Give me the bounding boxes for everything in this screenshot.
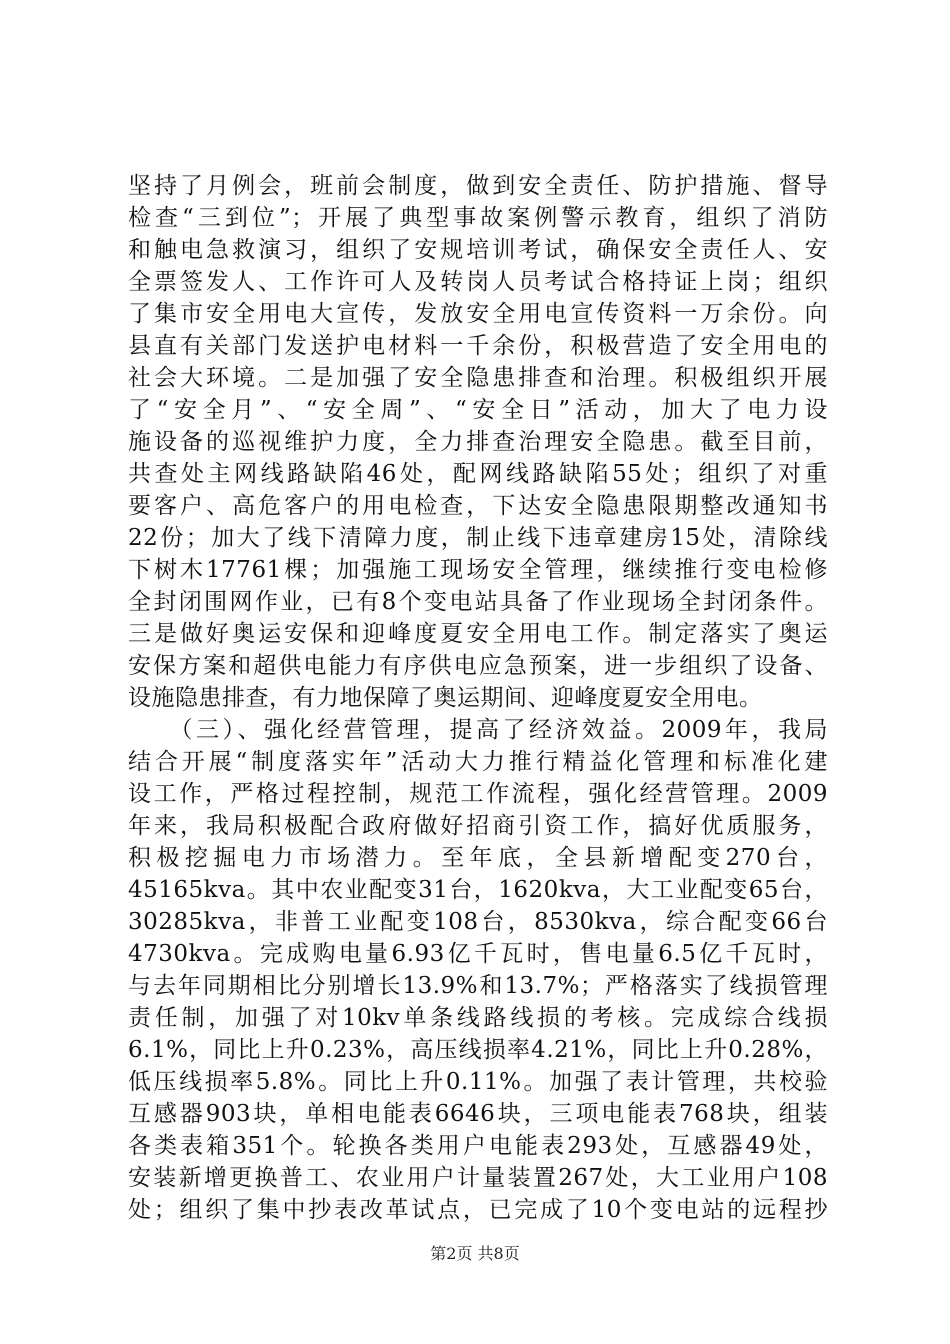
text-line: 了集市安全用电大宣传，发放安全用电宣传资料一万余份。向 <box>128 301 828 327</box>
text-line: 了“安全月”、“安全周”、“安全日”活动，加大了电力设 <box>128 397 828 423</box>
text-line: 施设备的巡视维护力度，全力排查治理安全隐患。截至目前， <box>128 429 828 455</box>
text-line: 三是做好奥运安保和迎峰度夏安全用电工作。制定落实了奥运 <box>128 621 828 647</box>
text-line: 设施隐患排查，有力地保障了奥运期间、迎峰度夏安全用电。 <box>128 685 763 711</box>
text-line: 和触电急救演习，组织了安规培训考试，确保安全责任人、安 <box>128 237 828 263</box>
text-line: 年来，我局积极配合政府做好招商引资工作，搞好优质服务， <box>128 813 828 839</box>
text-line: 30285kva，非普工业配变108台，8530kva，综合配变66台 <box>128 909 828 935</box>
text-line: 要客户、高危客户的用电检查，下达安全隐患限期整改通知书 <box>128 493 828 519</box>
text-line: 6.1%，同比上升0.23%，高压线损率4.21%，同比上升0.28%， <box>128 1037 828 1063</box>
text-line: 各类表箱351个。轮换各类用户电能表293处，互感器49处， <box>128 1133 828 1159</box>
text-line: 低压线损率5.8%。同比上升0.11%。加强了表计管理，共校验 <box>128 1069 828 1095</box>
text-line: （三）、强化经营管理，提高了经济效益。2009年，我局 <box>128 717 828 743</box>
text-line: 全封闭围网作业，已有8个变电站具备了作业现场全封闭条件。 <box>128 589 828 615</box>
text-line: 坚持了月例会，班前会制度，做到安全责任、防护措施、督导 <box>128 173 828 199</box>
body-text <box>128 170 828 1226</box>
page-footer: 第2页 共8页 <box>430 1244 520 1263</box>
text-line: 县直有关部门发送护电材料一千余份，积极营造了安全用电的 <box>128 333 828 359</box>
text-line: 互感器903块，单相电能表6646块，三项电能表768块，组装 <box>128 1101 828 1127</box>
text-line: 责任制，加强了对10kv单条线路线损的考核。完成综合线损 <box>128 1005 828 1031</box>
text-line: 结合开展“制度落实年”活动大力推行精益化管理和标准化建 <box>128 749 828 775</box>
text-line: 4730kva。完成购电量6.93亿千瓦时，售电量6.5亿千瓦时， <box>128 941 828 967</box>
text-line: 45165kva。其中农业配变31台，1620kva，大工业配变65台， <box>128 877 828 903</box>
text-line: 共查处主网线路缺陷46处，配网线路缺陷55处；组织了对重 <box>128 461 828 487</box>
text-line: 下树木17761棵；加强施工现场安全管理，继续推行变电检修 <box>128 557 828 583</box>
text-line: 积极挖掘电力市场潜力。至年底，全县新增配变270台， <box>128 845 828 871</box>
text-line: 设工作，严格过程控制，规范工作流程，强化经营管理。2009 <box>128 781 828 807</box>
text-line: 处；组织了集中抄表改革试点，已完成了10个变电站的远程抄 <box>128 1197 828 1223</box>
text-line: 22份；加大了线下清障力度，制止线下违章建房15处，清除线 <box>128 525 828 551</box>
text-line: 安保方案和超供电能力有序供电应急预案，进一步组织了设备、 <box>128 653 828 679</box>
text-line: 与去年同期相比分别增长13.9%和13.7%；严格落实了线损管理 <box>128 973 828 999</box>
text-line: 安装新增更换普工、农业用户计量装置267处，大工业用户108 <box>128 1165 828 1191</box>
text-line: 检查“三到位”；开展了典型事故案例警示教育，组织了消防 <box>128 205 828 231</box>
text-line: 全票签发人、工作许可人及转岗人员考试合格持证上岗；组织 <box>128 269 828 295</box>
text-line: 社会大环境。二是加强了安全隐患排查和治理。积极组织开展 <box>128 365 828 391</box>
